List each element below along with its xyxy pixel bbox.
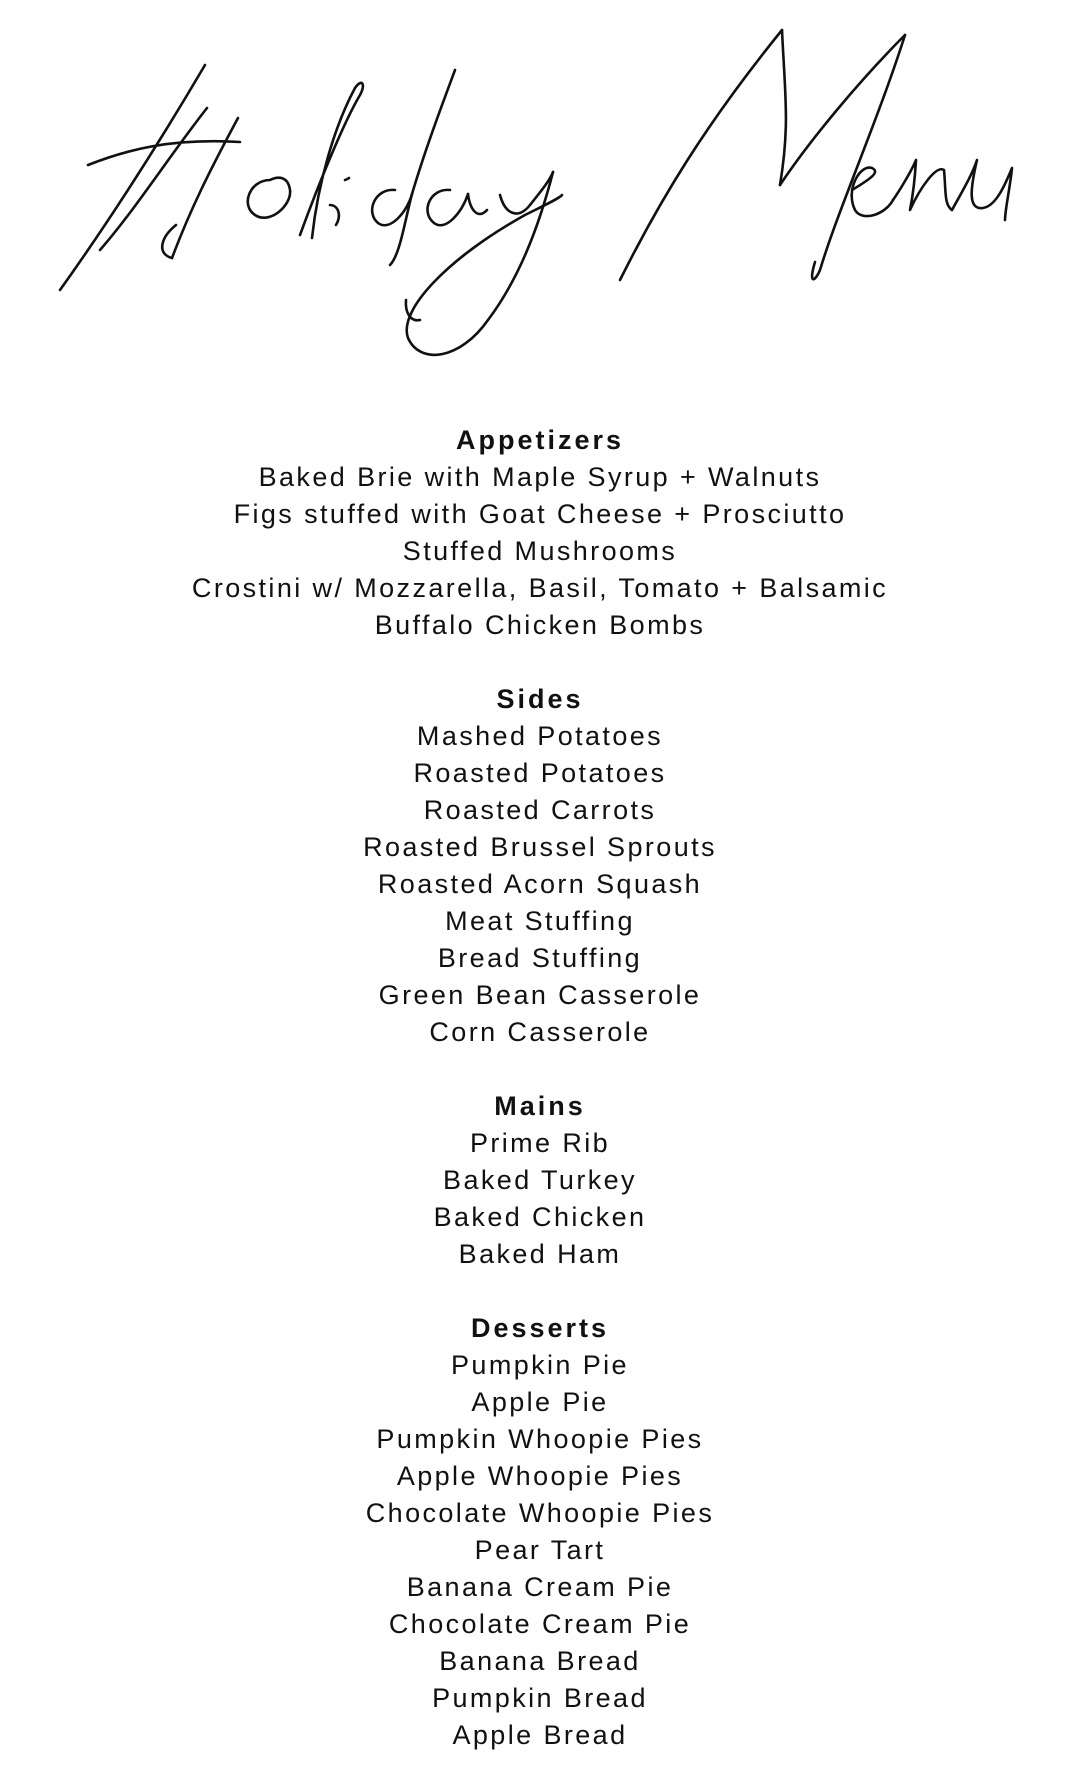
menu-item: Baked Chicken: [433, 1202, 647, 1232]
handwritten-title-art: [0, 0, 1080, 380]
script-title: [0, 0, 1080, 380]
menu-item: Prime Rib: [469, 1128, 611, 1158]
menu-item: Crostini w/ Mozzarella, Basil, Tomato + Balsamic: [191, 573, 889, 603]
menu-item: Banana Cream Pie: [406, 1572, 674, 1602]
menu-item: Stuffed Mushrooms: [402, 536, 678, 566]
menu-item: Baked Turkey: [443, 1165, 637, 1195]
menu-section: [0, 1088, 1080, 1273]
menu-item: Roasted Carrots: [423, 795, 657, 825]
menu-item: Baked Brie with Maple Syrup + Walnuts: [258, 462, 822, 492]
section-heading: Appetizers: [455, 425, 625, 455]
menu-item: Figs stuffed with Goat Cheese + Prosciutto: [233, 499, 847, 529]
menu-item: Mashed Potatoes: [416, 721, 664, 751]
menu-item: Banana Bread: [439, 1646, 641, 1676]
menu-item: Roasted Acorn Squash: [377, 869, 703, 899]
menu-section: [0, 422, 1080, 644]
menu-item: Pumpkin Bread: [432, 1683, 648, 1713]
menu-item: Chocolate Cream Pie: [388, 1609, 692, 1639]
menu-item: Bread Stuffing: [437, 943, 643, 973]
menu-item: Apple Pie: [471, 1387, 609, 1417]
menu-item: Corn Casserole: [429, 1017, 651, 1047]
menu-item: Buffalo Chicken Bombs: [374, 610, 706, 640]
section-heading: Sides: [496, 684, 584, 714]
menu-section: [0, 1310, 1080, 1754]
menu-item: Chocolate Whoopie Pies: [365, 1498, 715, 1528]
menu-item: Roasted Potatoes: [413, 758, 667, 788]
menu-item: Pumpkin Pie: [451, 1350, 629, 1380]
menu-list: [0, 422, 1080, 1791]
menu-item: Baked Ham: [458, 1239, 622, 1269]
section-heading: Desserts: [470, 1313, 610, 1343]
menu-item: Apple Bread: [452, 1720, 628, 1750]
menu-item: Roasted Brussel Sprouts: [363, 832, 717, 862]
menu-item: Pear Tart: [474, 1535, 606, 1565]
menu-item: Apple Whoopie Pies: [396, 1461, 684, 1491]
menu-item: Green Bean Casserole: [378, 980, 702, 1010]
section-heading: Mains: [494, 1091, 586, 1121]
menu-section: [0, 681, 1080, 1051]
menu-item: Meat Stuffing: [445, 906, 635, 936]
menu-item: Pumpkin Whoopie Pies: [376, 1424, 704, 1454]
